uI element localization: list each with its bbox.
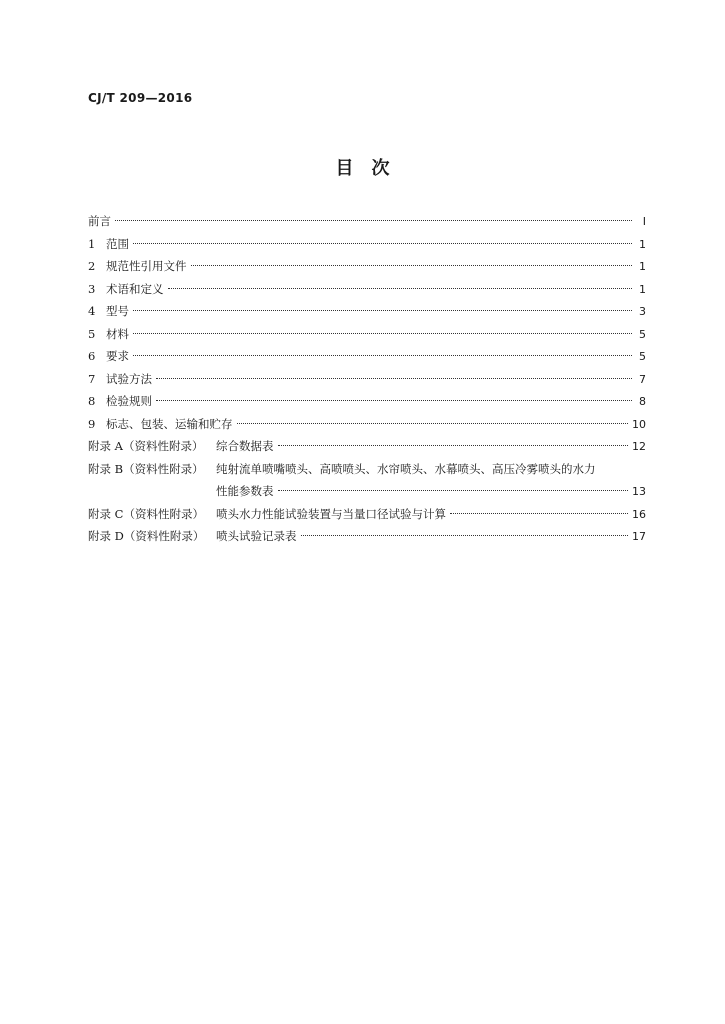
dot-leader (450, 513, 628, 514)
toc-page-number: I (642, 215, 646, 228)
dot-leader (115, 220, 632, 221)
toc-page-number: 10 (632, 417, 646, 431)
toc-page-number: 7 (639, 372, 646, 386)
dot-leader (133, 333, 632, 334)
dot-leader (133, 243, 632, 244)
toc-entry-label: 综合数据表 (216, 439, 274, 453)
toc-entry-label: 型号 (106, 304, 129, 318)
toc-page-number: 12 (632, 440, 646, 453)
dot-leader (278, 445, 629, 446)
toc-entry-label: 标志、包装、运输和贮存 (106, 416, 233, 431)
dot-leader (133, 355, 632, 356)
toc-entry-label: 检验规则 (106, 394, 152, 408)
chapter-number: 1 (88, 236, 96, 251)
toc-entry-appendix-a[interactable] (88, 435, 646, 458)
dot-leader (168, 288, 633, 289)
toc-page-number: 13 (632, 485, 646, 498)
toc-entry-chapter-7[interactable] (88, 368, 646, 391)
dot-leader (133, 310, 632, 311)
toc-entry-label: 前言 (88, 214, 111, 228)
chapter-number: 7 (88, 371, 96, 386)
toc-entry-label: 喷头试验记录表 (216, 529, 297, 543)
appendix-tag: 附录 C（资料性附录） (88, 506, 204, 521)
toc-entry-label: 纯射流单喷嘴喷头、高喷喷头、水帘喷头、水幕喷头、高压冷雾喷头的水力 (216, 461, 596, 476)
toc-entry-preface[interactable] (88, 210, 646, 233)
toc-entry-appendix-d[interactable] (88, 525, 646, 548)
dot-leader (156, 378, 632, 379)
chapter-number: 5 (88, 326, 96, 341)
toc-entry-chapter-9[interactable] (88, 413, 646, 436)
toc-page-number: 1 (639, 282, 646, 296)
toc-entry-label: 术语和定义 (106, 281, 164, 296)
toc-entry-chapter-5[interactable] (88, 323, 646, 346)
table-of-contents (88, 210, 646, 548)
toc-entry-chapter-4[interactable] (88, 300, 646, 323)
toc-entry-label: 规范性引用文件 (106, 259, 187, 273)
toc-page-number: 17 (632, 530, 646, 543)
toc-entry-appendix-b-continued[interactable] (88, 480, 646, 503)
dot-leader (156, 400, 632, 401)
toc-entry-chapter-1[interactable] (88, 233, 646, 256)
toc-page-number: 5 (639, 350, 646, 363)
toc-entry-label: 试验方法 (106, 371, 152, 386)
chapter-number: 2 (88, 259, 96, 273)
toc-entry-chapter-3[interactable] (88, 278, 646, 301)
toc-entry-label: 性能参数表 (216, 484, 274, 498)
chapter-number: 4 (88, 304, 96, 318)
toc-entry-label: 喷头水力性能试验装置与当量口径试验与计算 (216, 506, 446, 521)
toc-page-number: 8 (639, 395, 646, 408)
appendix-tag: 附录 D（资料性附录） (88, 529, 205, 543)
toc-page-number: 1 (639, 260, 646, 273)
chapter-number: 6 (88, 349, 96, 363)
standard-code: CJ/T 209—2016 (88, 91, 193, 105)
toc-entry-chapter-6[interactable] (88, 345, 646, 368)
toc-entry-chapter-2[interactable] (88, 255, 646, 278)
toc-page-number: 5 (639, 327, 646, 341)
page-title: 目 次 (335, 158, 390, 179)
toc-entry-chapter-8[interactable] (88, 390, 646, 413)
dot-leader (278, 490, 629, 491)
dot-leader (191, 265, 633, 266)
toc-page-number: 16 (632, 507, 646, 521)
chapter-number: 9 (88, 416, 96, 431)
toc-entry-label: 要求 (106, 349, 129, 363)
chapter-number: 3 (88, 281, 96, 296)
toc-entry-label: 范围 (106, 236, 129, 251)
appendix-tag: 附录 B（资料性附录） (88, 461, 204, 476)
dot-leader (301, 535, 629, 536)
chapter-number: 8 (88, 394, 96, 408)
toc-entry-appendix-b[interactable] (88, 458, 646, 481)
appendix-tag: 附录 A（资料性附录） (88, 439, 204, 453)
dot-leader (237, 423, 629, 424)
toc-page-number: 1 (639, 237, 646, 251)
toc-entry-appendix-c[interactable] (88, 503, 646, 526)
toc-page-number: 3 (639, 305, 646, 318)
toc-entry-label: 材料 (106, 326, 129, 341)
